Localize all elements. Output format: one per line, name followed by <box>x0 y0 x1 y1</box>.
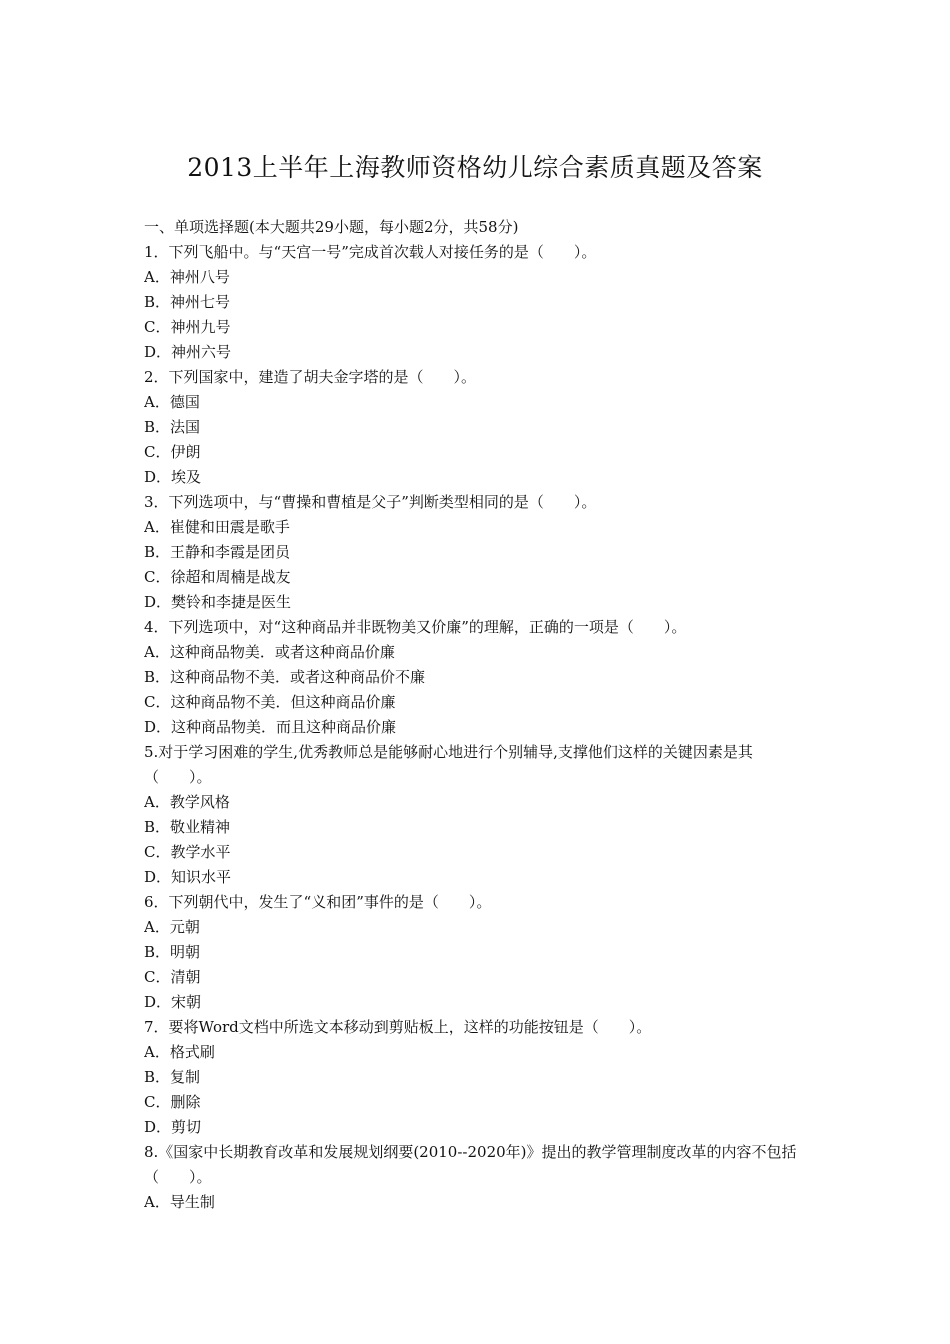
question-stem: 3．下列选项中，与“曹操和曹植是父子”判断类型相同的是（ ）。 <box>144 493 597 511</box>
question-option: B．复制 <box>144 1068 201 1086</box>
question-option: D．樊铃和李捷是医生 <box>144 593 292 611</box>
question-stem: 4．下列选项中，对“这种商品并非既物美又价廉”的理解，正确的一项是（ ）。 <box>144 618 687 636</box>
question-option: A．教学风格 <box>144 793 230 811</box>
question-stem: 1．下列飞船中。与“天宫一号”完成首次载人对接任务的是（ ）。 <box>144 243 597 261</box>
question-option: A．神州八号 <box>144 268 230 286</box>
document-title: 2013上半年上海教师资格幼儿综合素质真题及答案 <box>187 153 763 182</box>
question-option: C．伊朗 <box>144 443 201 461</box>
question-option: B．明朝 <box>144 943 201 961</box>
question-option: C．教学水平 <box>144 843 231 861</box>
question-option: A．德国 <box>144 393 200 411</box>
question-stem: 6．下列朝代中，发生了“义和团”事件的是（ ）。 <box>144 893 492 911</box>
question-stem: 7．要将Word文档中所选文本移动到剪贴板上，这样的功能按钮是（ ）。 <box>144 1018 652 1036</box>
question-stem: 8.《国家中长期教育改革和发展规划纲要(2010--2020年)》提出的教学管理制度改革的内容不包括（ ）。 <box>144 1143 797 1186</box>
question-option: D．剪切 <box>144 1118 202 1136</box>
question-option: C．神州九号 <box>144 318 231 336</box>
question-option: D．这种商品物美．而且这种商品价廉 <box>144 718 397 736</box>
section-heading: 一、单项选择题(本大题共29小题，每小题2分，共58分) <box>144 218 519 236</box>
question-option: B．这种商品物不美．或者这种商品价不廉 <box>144 668 426 686</box>
question-option: C．这种商品物不美．但这种商品价廉 <box>144 693 396 711</box>
question-option: A．格式刷 <box>144 1043 215 1061</box>
question-option: A．崔健和田震是歌手 <box>144 518 290 536</box>
question-option: A．这种商品物美．或者这种商品价廉 <box>144 643 395 661</box>
question-option: C．清朝 <box>144 968 201 986</box>
question-option: C．徐超和周楠是战友 <box>144 568 291 586</box>
question-stem: 2．下列国家中，建造了胡夫金字塔的是（ ）。 <box>144 368 477 386</box>
question-option: A．元朝 <box>144 918 200 936</box>
question-option: B．王静和李霞是团员 <box>144 543 291 561</box>
question-option: A．导生制 <box>144 1193 215 1211</box>
question-option: B．神州七号 <box>144 293 231 311</box>
document-body <box>144 215 812 1215</box>
question-option: B．敬业精神 <box>144 818 231 836</box>
question-option: D．神州六号 <box>144 343 232 361</box>
question-stem: 5.对于学习困难的学生,优秀教师总是能够耐心地进行个别辅导,支撑他们这样的关键因素是其（ ）。 <box>144 743 753 786</box>
question-option: D．埃及 <box>144 468 202 486</box>
question-option: B．法国 <box>144 418 201 436</box>
question-option: C．删除 <box>144 1093 201 1111</box>
question-option: D．知识水平 <box>144 868 232 886</box>
question-option: D．宋朝 <box>144 993 202 1011</box>
